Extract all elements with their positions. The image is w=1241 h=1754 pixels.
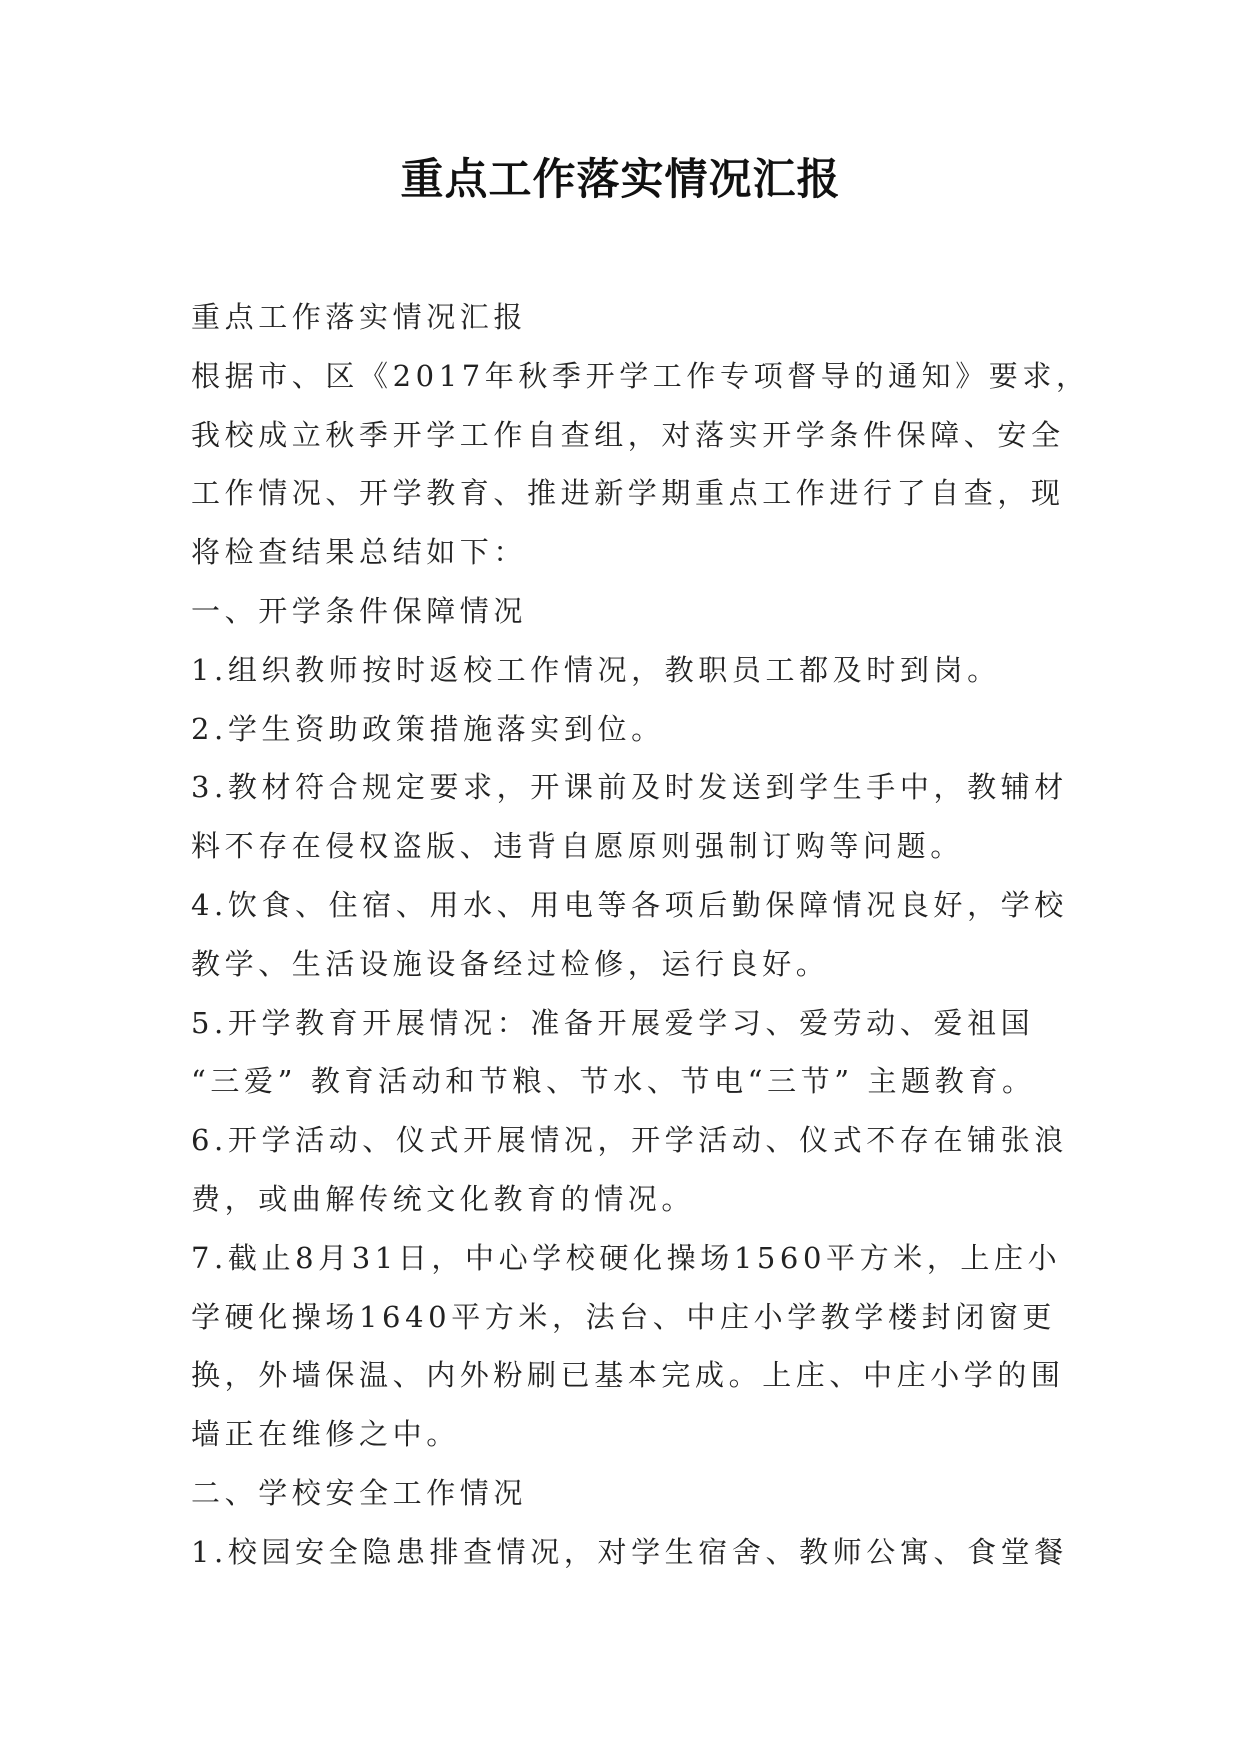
body-line: 3.教材符合规定要求，开课前及时发送到学生手中，教辅材 [191,770,1068,805]
section-heading: 一、开学条件保障情况 [191,593,528,628]
document-title: 重点工作落实情况汇报 [400,155,841,205]
document-body [191,288,1090,1582]
body-line: 2.学生资助政策措施落实到位。 [191,711,665,746]
body-line: 换，外墙保温、内外粉刷已基本完成。上庄、中庄小学的围 [191,1358,1065,1393]
body-line: 4.饮食、住宿、用水、用电等各项后勤保障情况良好，学校 [191,887,1068,922]
body-line: 6.开学活动、仪式开展情况，开学活动、仪式不存在铺张浪 [191,1123,1068,1158]
body-line: 我校成立秋季开学工作自查组，对落实开学条件保障、安全 [191,417,1065,452]
body-line: 工作情况、开学教育、推进新学期重点工作进行了自查，现 [191,476,1065,511]
body-line: 1.组织教师按时返校工作情况，教职员工都及时到岗。 [191,652,1001,687]
body-line: 教学、生活设施设备经过检修，运行良好。 [191,946,830,981]
body-line: 墙正在维修之中。 [191,1417,460,1452]
body-line: “三爱” 教育活动和节粮、节水、节电“三节” 主题教育。 [191,1064,1036,1099]
body-line: 费，或曲解传统文化教育的情况。 [191,1181,696,1216]
body-line: 将检查结果总结如下： [191,535,528,570]
body-line: 重点工作落实情况汇报 [191,300,528,334]
body-line: 学硬化操场1640平方米，法台、中庄小学教学楼封闭窗更 [191,1299,1057,1334]
body-line: 根据市、区《2017年秋季开学工作专项督导的通知》要求， [191,358,1090,393]
body-line: 7.截止8月31日，中心学校硬化操场1560平方米，上庄小 [191,1240,1062,1275]
section-heading: 二、学校安全工作情况 [191,1475,528,1510]
body-line: 1.校园安全隐患排查情况，对学生宿舍、教师公寓、食堂餐 [191,1534,1068,1569]
body-line: 5.开学教育开展情况：准备开展爱学习、爱劳动、爱祖国 [191,1005,1035,1040]
body-line: 料不存在侵权盗版、违背自愿原则强制订购等问题。 [191,829,964,864]
